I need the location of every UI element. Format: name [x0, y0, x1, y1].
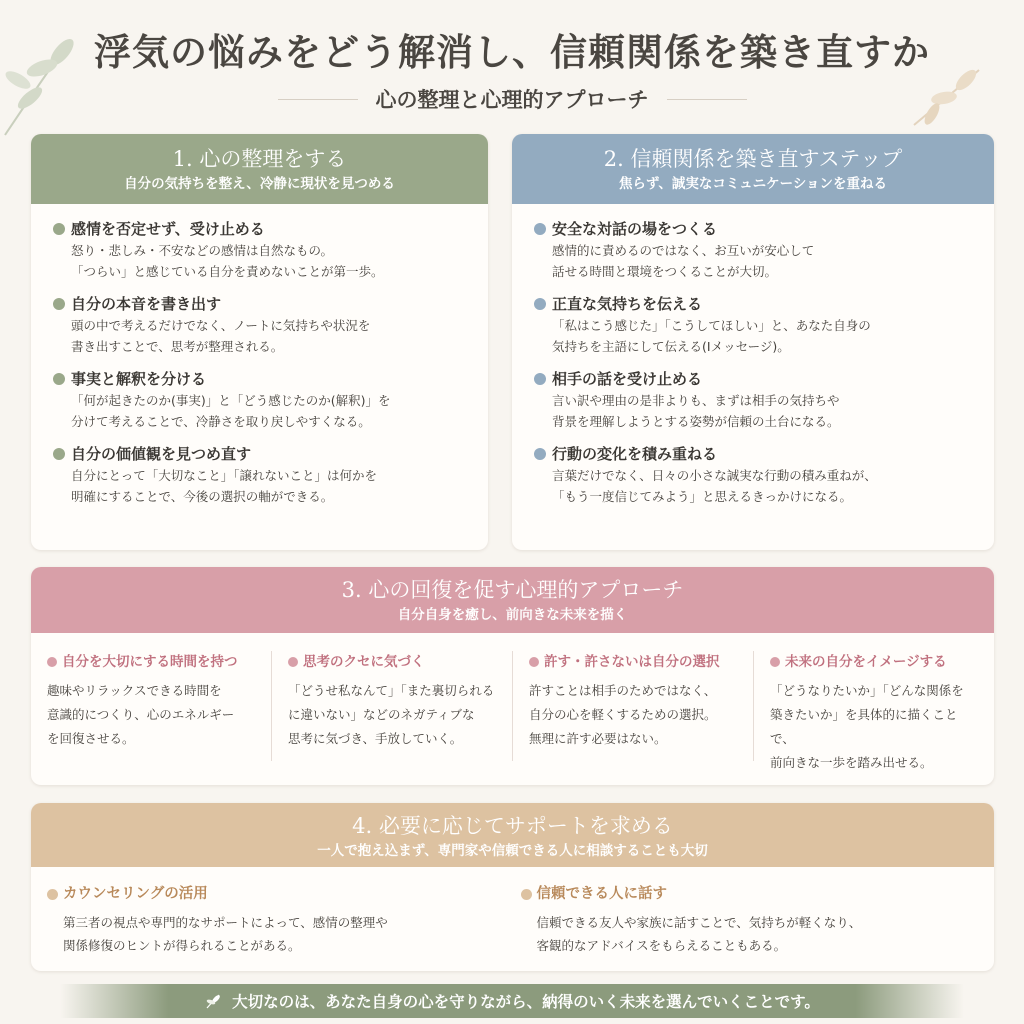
item-heading: 事実と解釈を分ける [71, 370, 207, 388]
item-heading: 信頼できる人に話す [536, 886, 667, 902]
list-item [53, 218, 466, 282]
item-text: 第三者の視点や専門的なサポートによって、感情の整理や [63, 915, 388, 930]
support-column [521, 883, 995, 957]
item-heading: 行動の変化を積み重ねる [552, 445, 718, 463]
item-text: 思考に気づき、手放していく。 [288, 731, 463, 746]
item-text: 言葉だけでなく、日々の小さな誠実な行動の積み重ねが、 [552, 468, 877, 483]
item-text: 「私はこう感じた」「こうしてほしい」と、あなた自身の [552, 318, 871, 333]
section-header [31, 567, 994, 633]
bullet-dot-icon [53, 298, 65, 310]
section-header [31, 803, 994, 867]
item-text: 気持ちを主語にして伝える(Iメッセージ)。 [552, 339, 790, 354]
section-title: 3. 心の回復を促す心理的アプローチ [341, 578, 684, 602]
item-text: 趣味やリラックスできる時間を [47, 683, 222, 698]
section-header [512, 134, 994, 204]
section-header [31, 134, 488, 204]
bullet-dot-icon [47, 889, 58, 900]
item-text: を回復させる。 [47, 731, 135, 746]
bullet-dot-icon [534, 223, 546, 235]
section-title: 2. 信頼関係を築き直すステップ [603, 147, 903, 171]
bullet-dot-icon [770, 657, 780, 667]
footer-banner [60, 984, 964, 1018]
leaf-icon [204, 992, 222, 1010]
section-subtitle: 自分自身を癒し、前向きな未来を描く [397, 607, 628, 623]
bullet-dot-icon [53, 223, 65, 235]
item-heading: 安全な対話の場をつくる [552, 220, 718, 238]
item-text: 関係修復のヒントが得られることがある。 [63, 938, 301, 953]
list-item [53, 293, 466, 357]
bullet-dot-icon [53, 448, 65, 460]
section-subtitle: 一人で抱え込まず、専門家や信頼できる人に相談することも大切 [317, 843, 708, 859]
item-text: 許すことは相手のためではなく、 [529, 683, 717, 698]
section-subtitle: 焦らず、誠実なコミュニケーションを重ねる [618, 176, 888, 192]
section-title: 1. 心の整理をする [172, 147, 347, 171]
list-item [53, 368, 466, 432]
divider [278, 99, 358, 100]
item-text: 話せる時間と環境をつくることが大切。 [552, 264, 778, 279]
item-text: 前向きな一歩を踏み出せる。 [770, 755, 933, 770]
item-heading: 未来の自分をイメージする [785, 654, 947, 670]
section-card-1 [31, 134, 488, 550]
list-item [534, 368, 972, 432]
item-text: 「つらい」と感じている自分を責めないことが第一歩。 [71, 264, 384, 279]
item-text: 感情的に責めるのではなく、お互いが安心して [552, 243, 815, 258]
item-text: 客観的なアドバイスをもらえることもある。 [536, 938, 787, 953]
list-item [534, 443, 972, 507]
item-text: 意識的につくり、心のエネルギー [47, 707, 235, 722]
bullet-dot-icon [534, 298, 546, 310]
bullet-dot-icon [521, 889, 532, 900]
section-card-3 [31, 567, 994, 785]
item-heading: カウンセリングの活用 [63, 886, 208, 902]
list-item [534, 293, 972, 357]
approach-column [754, 651, 994, 770]
list-item [534, 218, 972, 282]
item-heading: 思考のクセに気づく [303, 654, 425, 670]
item-heading: 感情を否定せず、受け止める [71, 220, 265, 238]
item-heading: 正直な気持ちを伝える [552, 295, 703, 313]
item-text: 無理に許す必要はない。 [529, 731, 667, 746]
item-text: 頭の中で考えるだけでなく、ノートに気持ちや状況を [71, 318, 371, 333]
approach-column [272, 651, 513, 761]
bullet-dot-icon [53, 373, 65, 385]
bullet-dot-icon [534, 448, 546, 460]
item-text: 怒り・悲しみ・不安などの感情は自然なもの。 [71, 243, 334, 258]
bullet-dot-icon [47, 657, 57, 667]
item-heading: 許す・許さないは自分の選択 [544, 654, 720, 670]
page-subtitle: 心の整理と心理的アプローチ [375, 87, 649, 112]
approach-column [31, 651, 272, 761]
subtitle-row [0, 84, 1024, 114]
item-text: 築きたいか」を具体的に描くことで、 [770, 707, 958, 746]
footer-text: 大切なのは、あなた自身の心を守りながら、納得のいく未来を選んでいくことです。 [232, 993, 820, 1011]
item-text: 自分の心を軽くするための選択。 [529, 707, 717, 722]
item-text: 自分にとって「大切なこと」「譲れないこと」は何かを [71, 468, 378, 483]
section-title: 4. 必要に応じてサポートを求める [352, 814, 673, 838]
item-text: 明確にすることで、今後の選択の軸ができる。 [71, 489, 334, 504]
section-subtitle: 自分の気持ちを整え、冷静に現状を見つめる [124, 176, 395, 192]
item-heading: 自分の本音を書き出す [71, 295, 222, 313]
list-item [53, 443, 466, 507]
item-heading: 相手の話を受け止める [552, 370, 703, 388]
item-text: 分けて考えることで、冷静さを取り戻しやすくなる。 [71, 414, 371, 429]
bullet-dot-icon [529, 657, 539, 667]
item-heading: 自分を大切にする時間を持つ [62, 654, 238, 670]
item-text: 背景を理解しようとする姿勢が信頼の土台になる。 [552, 414, 840, 429]
item-text: 「もう一度信じてみよう」と思えるきっかけになる。 [552, 489, 853, 504]
item-text: 書き出すことで、思考が整理される。 [71, 339, 284, 354]
item-text: 「どうなりたいか」「どんな関係を [770, 683, 964, 698]
section-card-4 [31, 803, 994, 971]
item-text: に違いない」などのネガティブな [288, 707, 475, 722]
bullet-dot-icon [534, 373, 546, 385]
item-text: 「どうせ私なんて」「また裏切られる [288, 683, 495, 698]
item-text: 信頼できる友人や家族に話すことで、気持ちが軽くなり、 [536, 915, 862, 930]
divider [667, 99, 747, 100]
item-text: 言い訳や理由の是非よりも、まずは相手の気持ちや [552, 393, 840, 408]
item-heading: 自分の価値観を見つめ直す [71, 445, 252, 463]
bullet-dot-icon [288, 657, 298, 667]
section-card-2 [512, 134, 994, 550]
item-text: 「何が起きたのか(事実)」と「どう感じたのか(解釈)」を [71, 393, 391, 408]
approach-column [513, 651, 754, 761]
page-title: 浮気の悩みをどう解消し、信頼関係を築き直すか [94, 30, 930, 74]
support-column [47, 883, 521, 957]
